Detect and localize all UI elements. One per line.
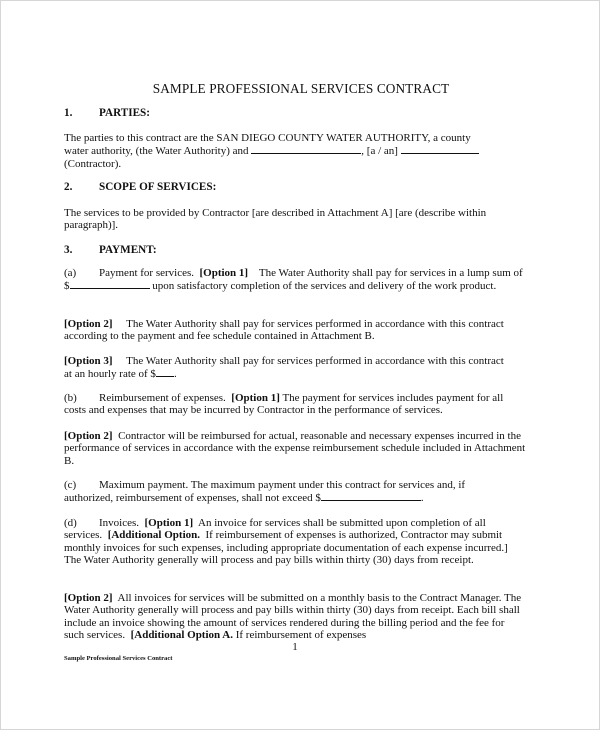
payment-a-option3-paragraph: [Option 3] The Water Authority shall pay for services performed in accordance with this contract at an hourly rate of $ .: [64, 355, 504, 381]
hourly-rate-blank[interactable]: [156, 367, 174, 377]
section-number: 2.: [64, 181, 73, 193]
parties-line-1: The parties to this contract are the SAN DIEGO COUNTY WATER AUTHORITY, a county: [64, 132, 471, 144]
payment-c-paragraph: (c) Maximum payment. The maximum payment under this contract for services and, if authorized, reimbursement of expenses, shall not exceed $ .: [64, 479, 466, 505]
section-number: 1.: [64, 107, 73, 119]
payment-b-paragraph: (b) Reimbursement of expenses. [Option 1] The payment for services includes payment for all costs and expenses that may be incurred by Contractor in the performance of services.: [64, 392, 504, 417]
maximum-payment-blank[interactable]: [321, 491, 421, 501]
parties-line-3: (Contractor).: [64, 157, 122, 170]
parties-line-2: water authority, (the Water Authority) and , [a / an]: [64, 144, 534, 157]
contractor-type-blank[interactable]: [401, 144, 479, 154]
payment-a-paragraph: (a) Payment for services. [Option 1] The Water Authority shall pay for services in a lump sum of $ upon satisfactory completion of the services and delivery of the work product.: [64, 267, 523, 293]
document-title: SAMPLE PROFESSIONAL SERVICES CONTRACT: [152, 81, 450, 96]
section-title: SCOPE OF SERVICES:: [99, 181, 217, 193]
payment-a-option2-paragraph: [Option 2] The Water Authority shall pay for services performed in accordance with this contract according to the payment and fee schedule contained in Attachment B.: [64, 318, 504, 343]
payment-d-paragraph: (d) Invoices. [Option 1] An invoice for services shall be submitted upon completion of all services. [Additional Option. If reimbursement of expenses is authorized, Contractor may submit monthly invoices for such expenses, including appropriate documentation of each expense incurred.] The Water Authority generally will process and pay bills within thirty (30) days from receipt.: [64, 517, 508, 567]
lump-sum-blank[interactable]: [70, 279, 150, 289]
page-footer: Sample Professional Services Contract: [64, 655, 173, 662]
page-number: 1: [292, 641, 298, 653]
section-heading-payment: [64, 244, 157, 256]
contractor-name-blank[interactable]: [251, 144, 361, 154]
section-number: 3.: [64, 244, 73, 256]
payment-b-option2-paragraph: [Option 2] Contractor will be reimbursed for actual, reasonable and necessary expenses incurred in the performance of services in accordance with the expense reimbursement schedule included in Attachment B.: [64, 430, 526, 467]
payment-d-option2-paragraph: [Option 2] All invoices for services will be submitted on a monthly basis to the Contract Manager. The Water Authority generally will process and pay bills within thirty (30) days from receipt. Each bill shall include an invoice showing the amount of services rendered during the billing period and the fee for such services. [Additional Option A. If reimbursement of expenses: [64, 592, 522, 642]
section-heading-scope: [64, 181, 216, 193]
section-title: PARTIES:: [99, 107, 150, 119]
section-title: PAYMENT:: [99, 244, 157, 256]
parties-paragraph: [64, 132, 534, 170]
scope-paragraph: The services to be provided by Contractor [are described in Attachment A] [are (describe within paragraph)].: [64, 207, 487, 232]
section-heading-parties: [64, 107, 150, 119]
